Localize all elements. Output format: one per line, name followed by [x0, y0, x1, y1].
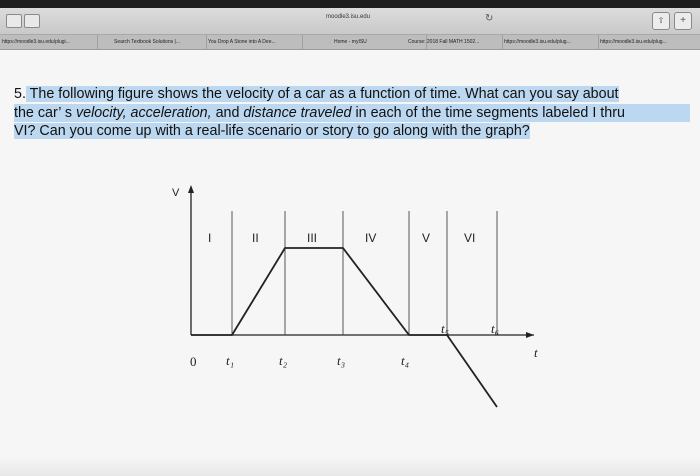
bottom-shadow: [0, 456, 700, 476]
tab-bar: [0, 35, 700, 50]
problem-line-3: VI? Can you come up with a real-life scenario or story to go along with the graph?: [14, 123, 530, 139]
problem-line-1-text: The following figure shows the velocity of a car as a function of time. What can you say about: [25, 86, 619, 102]
y-axis-label: V: [172, 187, 180, 199]
term-distance-traveled: distance traveled: [243, 104, 352, 121]
share-icon[interactable]: ⇧: [652, 12, 670, 30]
segment-label-5: V: [422, 231, 431, 245]
tab-myisu[interactable]: Home - myISU: [296, 35, 427, 49]
tab-drop-stone[interactable]: You Drop A Stone into A Dee...: [196, 35, 303, 49]
time-label-t6: t₆: [491, 321, 500, 336]
tab-moodle-2[interactable]: https://moodle3.isu.edu/plug...: [492, 35, 599, 49]
sidebar-toggle-button[interactable]: [6, 14, 22, 28]
tab-overview-button[interactable]: [24, 14, 40, 28]
segment-label-4: IV: [365, 231, 377, 245]
problem-line-1: [14, 85, 690, 104]
time-label-t5: t₅: [441, 321, 450, 336]
browser-titlebar: [0, 8, 700, 35]
time-label-t2: t₂: [279, 353, 288, 368]
tab-textbook-solutions[interactable]: Search Textbook Solutions |...: [98, 35, 207, 49]
problem-text: [14, 85, 690, 141]
segment-label-1: I: [208, 231, 212, 245]
segment-label-6: VI: [464, 231, 476, 245]
x-axis-arrow: [526, 332, 534, 338]
velocity-curve: [191, 248, 500, 407]
reload-icon[interactable]: ↻: [485, 13, 494, 24]
segment-label-3: III: [307, 231, 318, 245]
address-bar[interactable]: moodle3.isu.edu: [326, 14, 371, 20]
time-label-t3: t₃: [337, 353, 346, 368]
x-axis-label: t: [534, 345, 538, 360]
tab-moodle-3[interactable]: https://moodle3.isu.edu/plug...: [592, 35, 700, 49]
problem-line-2: the car’ s velocity, acceleration, and distance traveled in each of the time segments labeled I thru: [14, 104, 690, 123]
term-velocity-acceleration: velocity, acceleration,: [75, 104, 212, 121]
new-tab-icon[interactable]: +: [674, 12, 692, 30]
tab-moodle-1[interactable]: https://moodle3.isu.edu/plugi...: [0, 35, 98, 49]
time-label-t4: t₄: [401, 353, 410, 368]
velocity-time-graph: [150, 175, 570, 425]
tab-course-math[interactable]: Course: 2018 Fall MATH 1502...: [392, 35, 503, 49]
origin-label: 0: [190, 354, 197, 369]
time-label-t1: t₁: [226, 353, 235, 368]
segment-label-2: II: [252, 231, 259, 245]
problem-number: 5.: [14, 86, 26, 102]
y-axis-arrow: [188, 185, 194, 193]
